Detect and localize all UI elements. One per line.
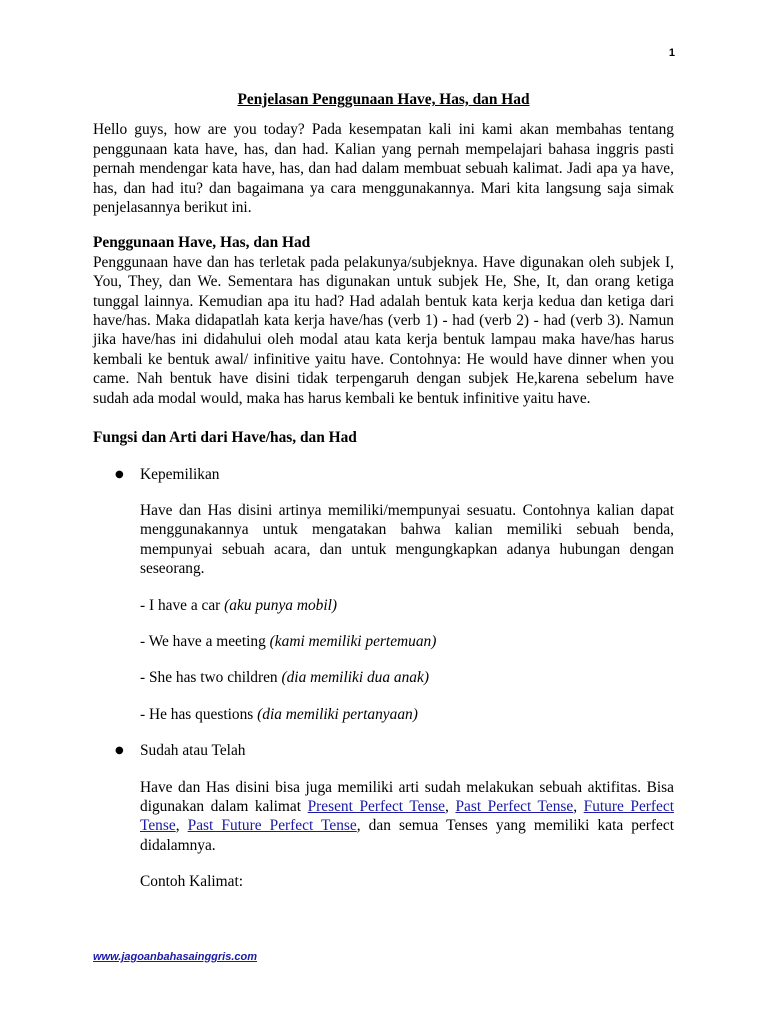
link-future-perfect-tense[interactable]: Future Perfect Tense bbox=[140, 797, 674, 835]
link-present-perfect-tense[interactable]: Present Perfect Tense bbox=[307, 797, 446, 815]
kepemilikan-content bbox=[93, 501, 674, 724]
bullet-item-kepemilikan bbox=[93, 465, 674, 484]
section-penggunaan-paragraph: Penggunaan have dan has terletak pada pelakunya/subjeknya. Have digunakan oleh subjek I, You, They, dan We. Sementara has digunakan untuk subjek He, She, It, dan orang ketiga tunggal lainnya. Kemudian apa itu had? Had adalah bentuk kata kerja kedua dan ketiga dari have/has. Maka didapatlah kata kerja have/has (verb 1) - had (verb 2) - had (verb 3). Namun jika have/has ini didahului oleh modal atau kata kerja bentuk lampau maka have/has harus kembali ke bentuk awal/ infinitive yaitu have. Contohnya: He would have dinner when you came. Nah bentuk have disini tidak terpengaruh dengan subjek He,karena sebelum have sudah ada modal would, maka has harus kembali ke bentuk infinitive yaitu have. bbox=[93, 253, 674, 407]
example-text: - She has two children bbox=[140, 669, 282, 687]
example-sentence bbox=[140, 705, 674, 724]
example-translation: (dia memiliki pertanyaan) bbox=[257, 705, 418, 723]
example-sentence bbox=[140, 632, 674, 651]
page-number: 1 bbox=[668, 47, 675, 59]
document-title: Penjelasan Penggunaan Have, Has, dan Had bbox=[237, 91, 530, 108]
example-text: - He has questions bbox=[140, 705, 258, 723]
example-translation: (aku punya mobil) bbox=[224, 596, 338, 614]
example-text: - We have a meeting bbox=[140, 632, 270, 650]
sudah-atau-telah-description: Have dan Has disini bisa juga memiliki arti sudah melakukan sebuah aktifitas. Bisa digunakan dalam kalimat Present Perfect Tense, Past Perfect Tense, Future Perfect Tense, Past Future Perfect Tense, dan semua Tenses yang memiliki kata perfect didalamnya. bbox=[140, 778, 674, 854]
kepemilikan-description: Have dan Has disini artinya memiliki/mempunyai sesuatu. Contohnya kalian dapat menggunakannya untuk mengatakan bahwa kalian memiliki sebuah benda, mempunyai sebuah acara, dan untuk mengungkapkan adanya hubungan dengan seseorang. bbox=[140, 501, 674, 578]
link-past-future-perfect-tense[interactable]: Past Future Perfect Tense bbox=[187, 817, 357, 835]
bullet-label: Sudah atau Telah bbox=[140, 742, 246, 760]
document-body bbox=[93, 90, 674, 909]
example-translation: (kami memiliki pertemuan) bbox=[269, 632, 437, 650]
example-sentence bbox=[140, 596, 674, 615]
section-heading-fungsi: Fungsi dan Arti dari Have/has, dan Had bbox=[93, 429, 357, 447]
example-text: - I have a car bbox=[140, 596, 225, 614]
bullet-label: Kepemilikan bbox=[140, 465, 220, 483]
example-translation: (dia memiliki dua anak) bbox=[281, 669, 429, 687]
intro-paragraph: Hello guys, how are you today? Pada kesempatan kali ini kami akan membahas tentang penggunaan kata have, has, dan had. Kalian yang pernah mempelajari bahasa inggris pasti pernah mendengar kata have, has, dan had dalam membuat sebuah kalimat. Jadi apa ya have, has, dan had itu? dan bagaimana ya cara menggunakannya. Mari kita langsung saja simak penjelasannya berikut ini. bbox=[93, 121, 674, 217]
section-heading-penggunaan: Penggunaan Have, Has, dan Had bbox=[93, 234, 311, 252]
bullet-item-sudah-atau-telah bbox=[93, 741, 674, 760]
link-past-perfect-tense[interactable]: Past Perfect Tense bbox=[455, 797, 574, 815]
example-sentence bbox=[140, 668, 674, 687]
bullet-icon: ● bbox=[115, 468, 124, 480]
bullet-icon: ● bbox=[115, 745, 124, 757]
contoh-kalimat-label: Contoh Kalimat: bbox=[140, 873, 244, 891]
sudah-atau-telah-content bbox=[93, 778, 674, 892]
footer-website-link[interactable]: www.jagoanbahasainggris.com bbox=[93, 951, 258, 963]
